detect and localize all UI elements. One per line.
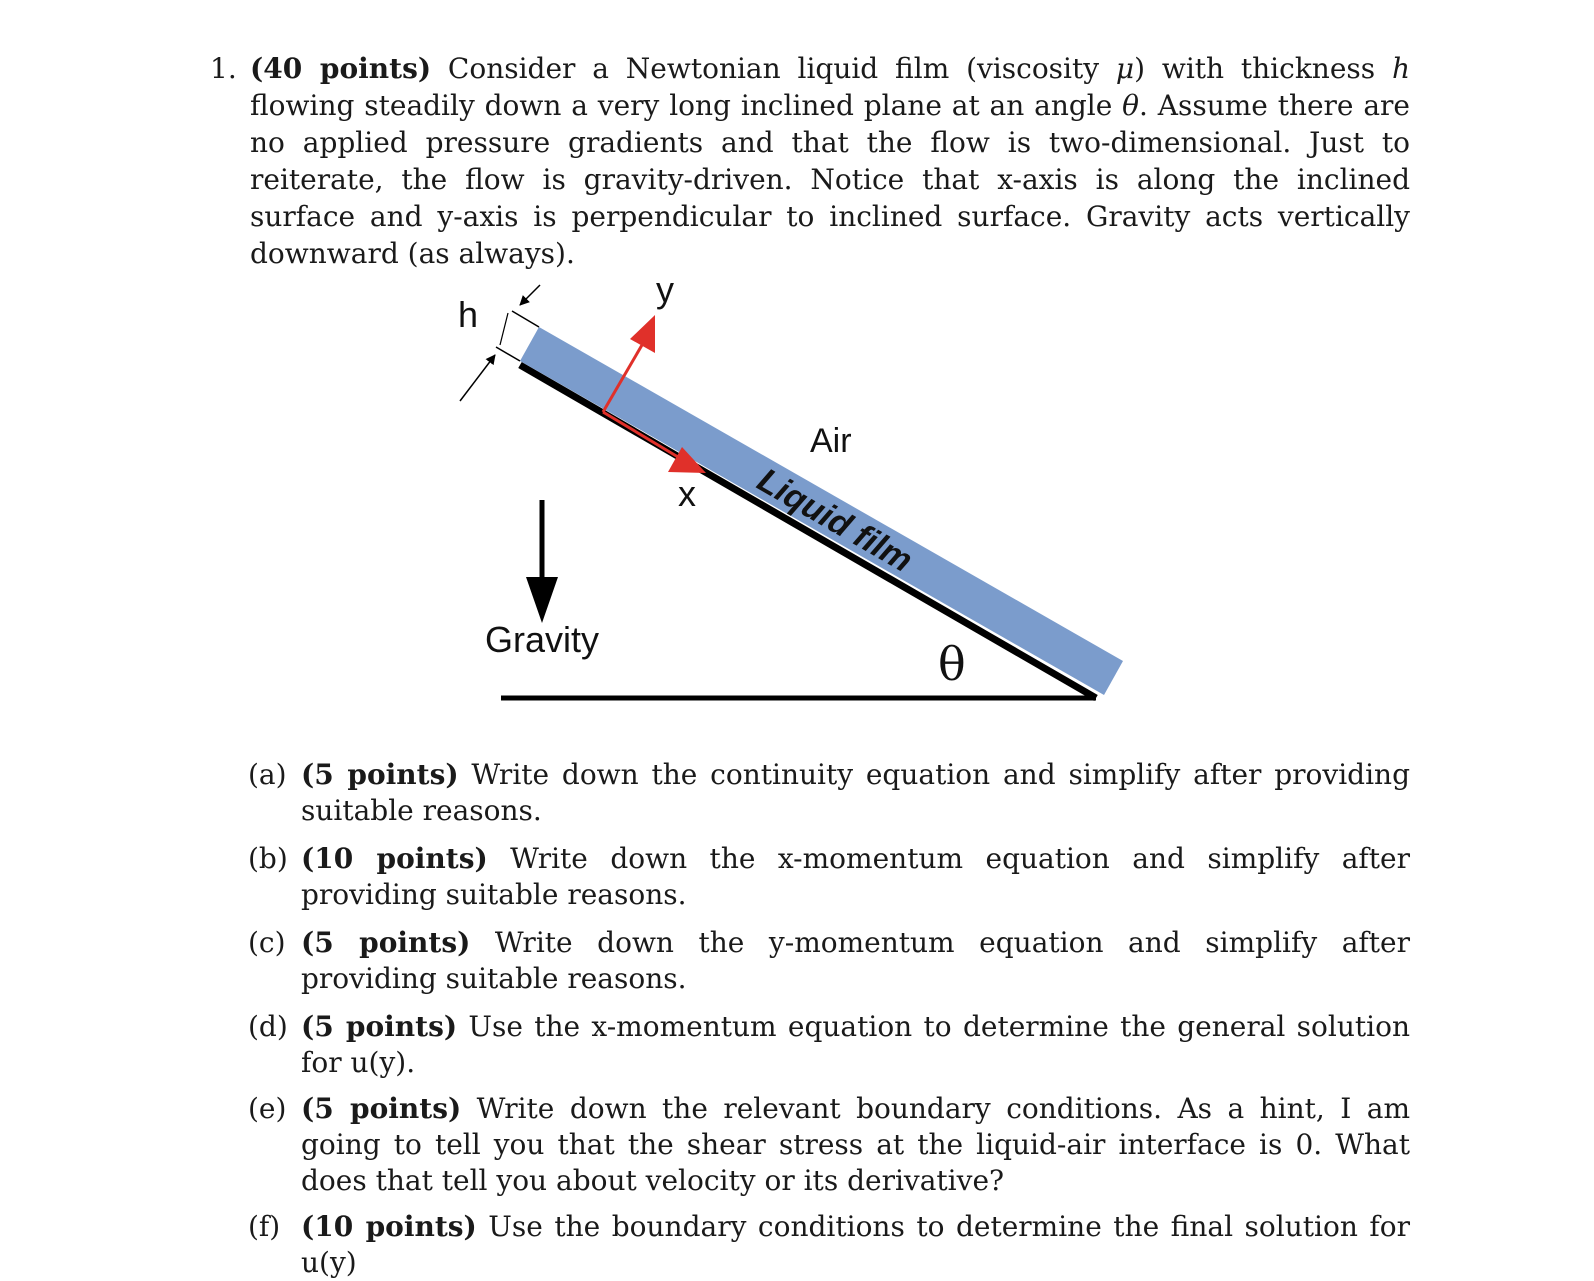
thickness-tick-bottom xyxy=(496,347,520,361)
problem-points: (40 points) xyxy=(250,52,432,85)
problem-text-4: . Assume there are no applied pressure gradients and that the flow is two-dimensional. Just to reiterate, the flow is gravity-driven. Notice that x-axis is along the inclined surface and y-axis is perpendicular to inclined surface. Gravity acts vertically downward (as always). xyxy=(250,89,1410,270)
label-liquid-film: Liquid film xyxy=(751,461,919,580)
part-e-label: (e) xyxy=(248,1092,287,1125)
thickness-dim-line xyxy=(500,313,508,345)
part-d-points: (5 points) xyxy=(301,1010,458,1043)
problem-number: 1. xyxy=(210,52,237,85)
label-gravity: Gravity xyxy=(485,619,600,660)
label-theta: θ xyxy=(938,637,966,691)
problem-text-1: Consider a Newtonian liquid film (viscosity xyxy=(431,52,1116,85)
part-c-text: Write down the y-momentum equation and simplify after providing suitable reasons. xyxy=(301,926,1411,995)
mu-symbol: μ xyxy=(1115,52,1135,85)
thickness-arrow-bottom xyxy=(460,355,495,401)
label-x: x xyxy=(678,473,696,514)
part-e-text: Write down the relevant boundary conditions. As a hint, I am going to tell you that the shear stress at the liquid-air interface is 0. What does that tell you about velocity or its derivative? xyxy=(301,1092,1411,1197)
part-d-label: (d) xyxy=(248,1010,288,1043)
theta-symbol: θ xyxy=(1122,89,1139,122)
part-f xyxy=(248,1209,1410,1281)
label-h: h xyxy=(458,294,479,335)
part-a-points: (5 points) xyxy=(301,758,459,791)
question-parts xyxy=(248,757,1410,1281)
label-y: y xyxy=(656,275,674,310)
inclined-plane-figure xyxy=(440,275,1140,715)
part-a xyxy=(248,757,1410,829)
part-c-points: (5 points) xyxy=(301,926,471,959)
h-symbol: h xyxy=(1391,52,1411,85)
part-b xyxy=(248,841,1410,913)
part-f-label: (f) xyxy=(248,1210,281,1243)
part-d xyxy=(248,1009,1410,1081)
thickness-tick-top xyxy=(512,311,539,327)
part-b-text: Write down the x-momentum equation and simplify after providing suitable reasons. xyxy=(301,842,1410,911)
label-air: Air xyxy=(810,422,852,460)
problem-text xyxy=(250,50,1410,272)
gravity-arrowhead xyxy=(526,577,558,623)
part-c-label: (c) xyxy=(248,926,286,959)
problem-text-2: ) with thickness xyxy=(1134,52,1392,85)
thickness-arrow-top xyxy=(520,285,540,305)
part-b-label: (b) xyxy=(248,842,288,875)
part-d-text: Use the x-momentum equation to determine the general solution for u(y). xyxy=(301,1010,1410,1079)
problem-statement xyxy=(210,50,1410,272)
part-b-points: (10 points) xyxy=(301,842,488,875)
part-e-points: (5 points) xyxy=(301,1092,462,1125)
part-a-label: (a) xyxy=(248,758,287,791)
y-axis-arrowhead xyxy=(630,315,655,353)
part-c xyxy=(248,925,1410,997)
problem-text-3: flowing steadily down a very long inclined plane at an angle xyxy=(250,89,1123,122)
part-a-text: Write down the continuity equation and simplify after providing suitable reasons. xyxy=(301,758,1410,827)
part-e xyxy=(248,1091,1410,1199)
part-f-points: (10 points) xyxy=(301,1210,477,1243)
part-f-text: Use the boundary conditions to determine the final solution for u(y) xyxy=(301,1210,1410,1279)
